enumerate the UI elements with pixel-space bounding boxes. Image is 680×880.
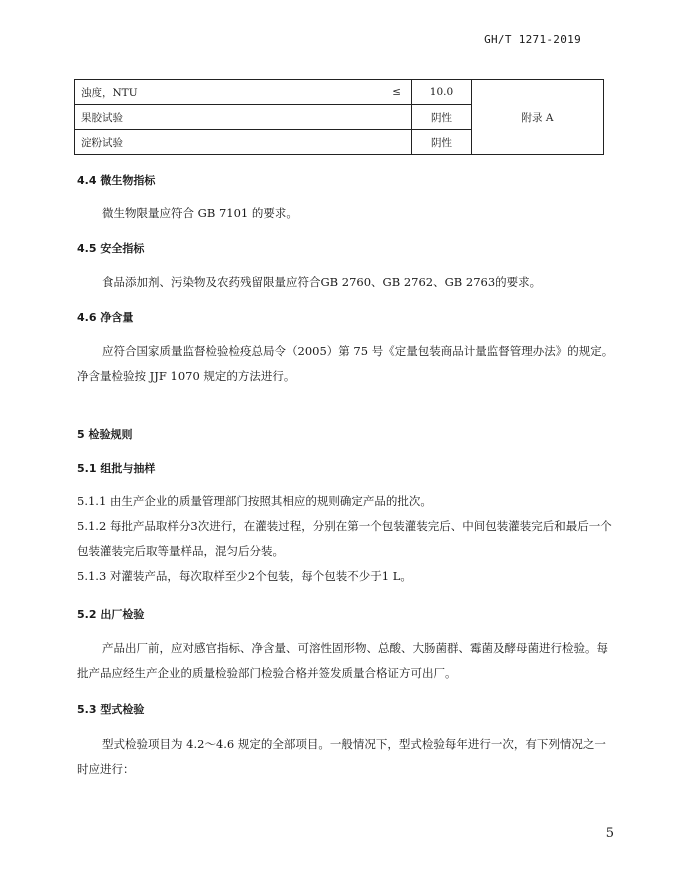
paragraph: 应符合国家质量监督检验检疫总局令（2005）第 75 号《定量包装商品计量监督管理办法》的规定。净含量检验按 JJF 1070 规定的方法进行。 [77,344,614,383]
paragraph: 型式检验项目为 4.2～4.6 规定的全部项目。一般情况下，型式检验每年进行一次，有下列情况之一时应进行： [77,737,606,776]
item-name: 淀粉试验 [75,130,412,155]
standard-code: GH/T 1271-2019 [484,33,581,46]
section-heading: 5.3 型式检验 [77,703,145,716]
paragraph: 食品添加剂、污染物及农药残留限量应符合GB 2760、GB 2762、GB 2763的要求。 [102,275,542,289]
item-value: 阴性 [412,105,472,130]
item-value: 阴性 [412,130,472,155]
spec-table [74,79,604,155]
item-name: 浊度，NTU [81,86,138,99]
table-row [75,80,604,105]
test-method: 附录 A [472,80,604,155]
paragraph: 5.1.1 由生产企业的质量管理部门按照其相应的规则确定产品的批次。 [77,494,432,508]
item-value: 10.0 [412,80,472,105]
section-heading: 4.5 安全指标 [77,242,145,255]
section-heading: 5.2 出厂检验 [77,608,145,621]
paragraph: 产品出厂前，应对感官指标、净含量、可溶性固形物、总酸、大肠菌群、霉菌及酵母菌进行检验。每批产品应经生产企业的质量检验部门检验合格并签发质量合格证方可出厂。 [77,641,608,680]
comparator: ≤ [392,86,401,98]
section-heading: 5.1 组批与抽样 [77,462,156,475]
item-name: 果胶试验 [75,105,412,130]
page-number: 5 [605,826,614,841]
section-heading: 5 检验规则 [77,428,133,441]
paragraph: 5.1.2 每批产品取样分3次进行，在灌装过程，分别在第一个包装灌装完后、中间包装灌装完后和最后一个包装灌装完后取等量样品，混匀后分装。 [77,519,612,558]
section-heading: 4.4 微生物指标 [77,174,156,187]
paragraph: 微生物限量应符合 GB 7101 的要求。 [102,206,298,220]
section-heading: 4.6 净含量 [77,311,134,324]
paragraph: 5.1.3 对灌装产品，每次取样至少2个包装，每个包装不少于1 L。 [77,569,412,583]
